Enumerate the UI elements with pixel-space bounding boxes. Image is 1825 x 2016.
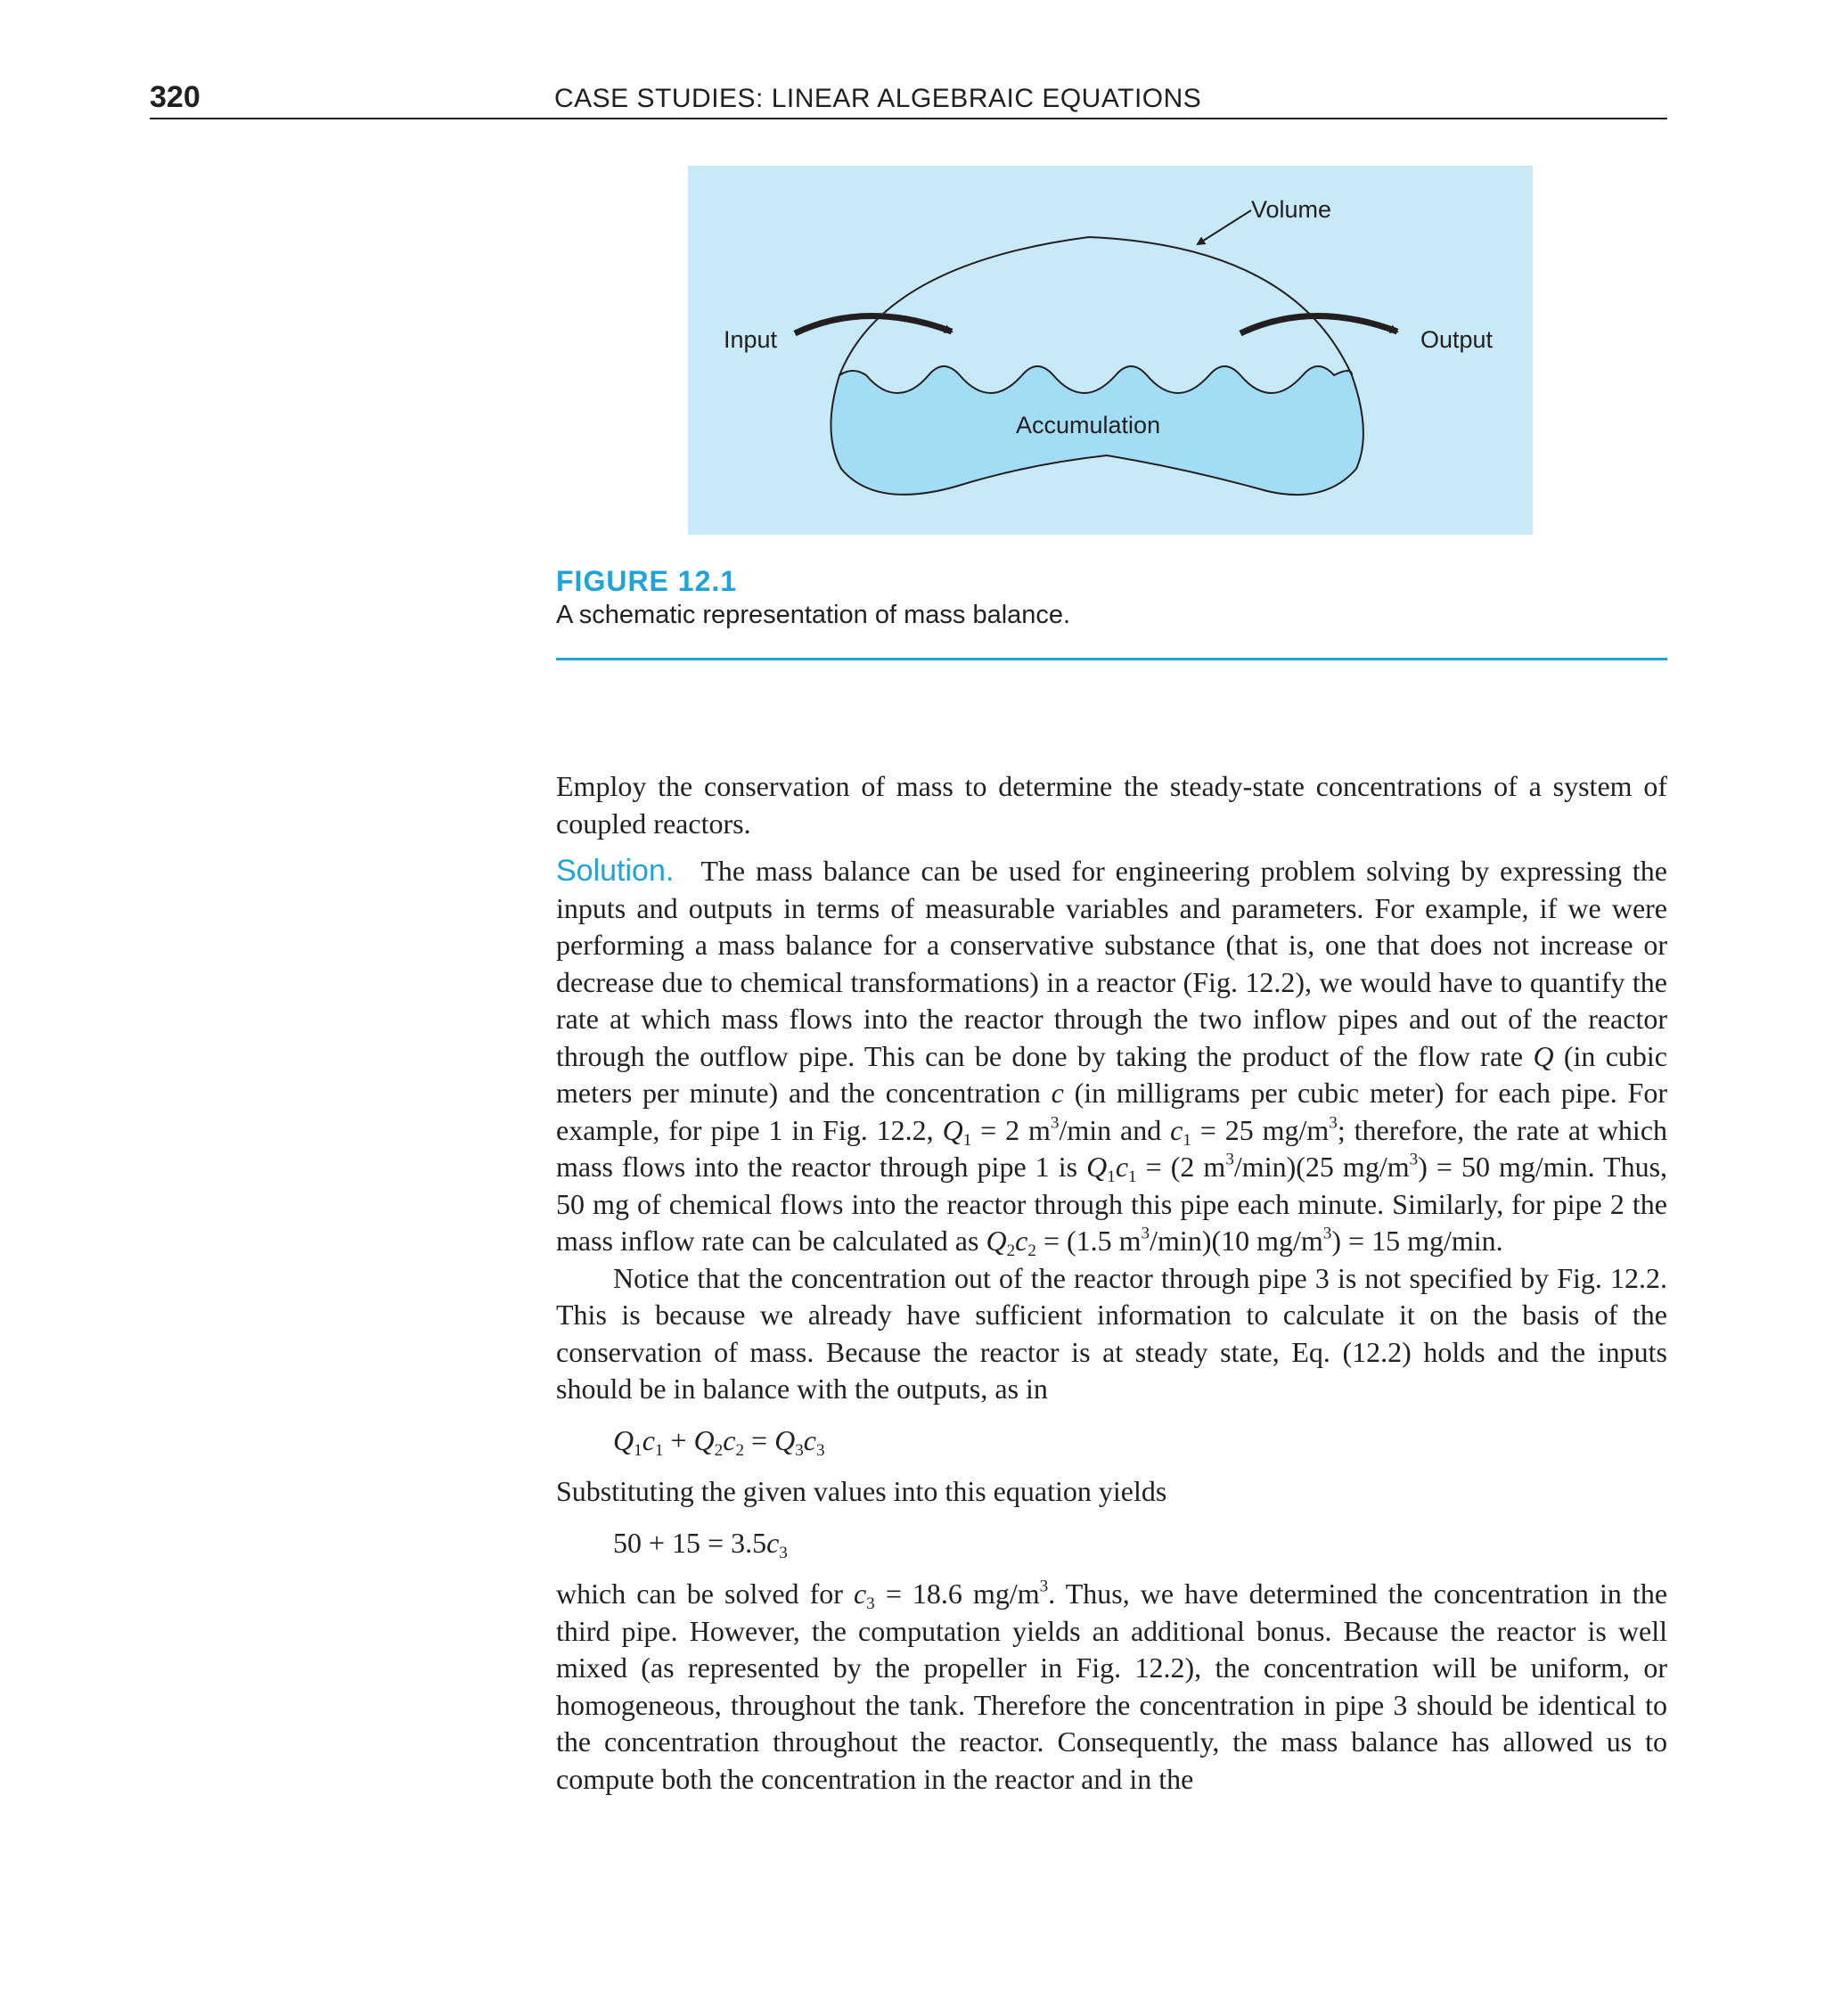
figure-caption-title: FIGURE 12.1 — [556, 565, 738, 597]
mass-balance-diagram — [688, 166, 1533, 535]
substituted-equation: $50 + 15 = 3.5c_3$ — [613, 1526, 788, 1562]
running-head: CASE STUDIES: LINEAR ALGEBRAIC EQUATIONS — [554, 84, 1202, 113]
output-label: Output — [1420, 326, 1494, 353]
accumulation-label: Accumulation — [1016, 412, 1161, 438]
page-number: 320 — [150, 80, 201, 114]
page-header — [150, 78, 1667, 119]
caption-divider — [556, 658, 1667, 660]
volume-label: Volume — [1251, 196, 1332, 223]
body-text — [556, 768, 1667, 1798]
solution-paragraph: Solution. The mass balance can be used for engineering problem solving by expressing the inputs and outputs in terms of measurable variables and parameters. For example, if we were performing a mass balance for a conservative substance (that is, one that does not increase or decrease due to chemical transformations) in a reactor (Fig. 12.2), we would have to quantify the rate at which mass flows into the reactor through the two inflow pipes and out of the reactor through the outflow pipe. This can be done by taking the product of the flow rate Q (in cubic meters per minute) and the concentration c (in milligrams per cubic meter) for each pipe. For example, for pipe 1 in Fig. 12.2, $Q_1 = 2$ $m^3/\min$ and $c_1 = 25$ $mg/m^3$; therefore, the rate at which mass flows into the reactor through pipe 1 is $Q_1c_1 = (2$ $m^3/\min)(25$ $mg/m^3) = 50$ mg/min. Thus, 50 mg of chemical flows into the reactor through this pipe each minute. Similarly, for pipe 2 the mass inflow rate can be calculated as $Q_2c_2 = (1.5$ $m^3/\min)(10$ $mg/m^3) = 15$ mg/min. — [556, 854, 1668, 1260]
input-arrow — [795, 316, 952, 333]
mass-balance-equation: $Q_1c_1 + Q_2c_2 = Q_3c_3$ — [613, 1423, 825, 1460]
solution-label: Solution. — [556, 854, 675, 888]
result-paragraph: which can be solved for $c_3 = 18.6$ $mg/m^3$. Thus, we have determined the concentration in the third pipe. However, the computation yields an additional bonus. Because the reactor is well mixed (as represented by the propeller in Fig. 12.2), the concentration will be uniform, or homogeneous, throughout the tank. Therefore the concentration in pipe 3 should be identical to the concentration throughout the reactor. Consequently, the mass balance has allowed us to compute both the concentration in the reactor and in the — [556, 1577, 1668, 1795]
volume-pointer — [1198, 210, 1251, 244]
figure-caption-text: A schematic representation of mass balance. — [556, 601, 1071, 629]
input-label: Input — [724, 326, 778, 353]
notice-paragraph: Notice that the concentration out of the reactor through pipe 3 is not specified by Fig. 12.2. This is because we already have sufficient information to calculate it on the basis of the conservation of mass. Because the reactor is at steady state, Eq. (12.2) holds and the inputs should be in balance with the outputs, as in — [556, 1261, 1667, 1405]
substituting-paragraph: Substituting the given values into this equation yields — [556, 1475, 1167, 1507]
mass-balance-figure — [688, 166, 1533, 535]
volume-outline — [839, 237, 1352, 375]
intro-paragraph: Employ the conservation of mass to determine the steady-state concentrations of a system of coupled reactors. — [556, 770, 1667, 840]
